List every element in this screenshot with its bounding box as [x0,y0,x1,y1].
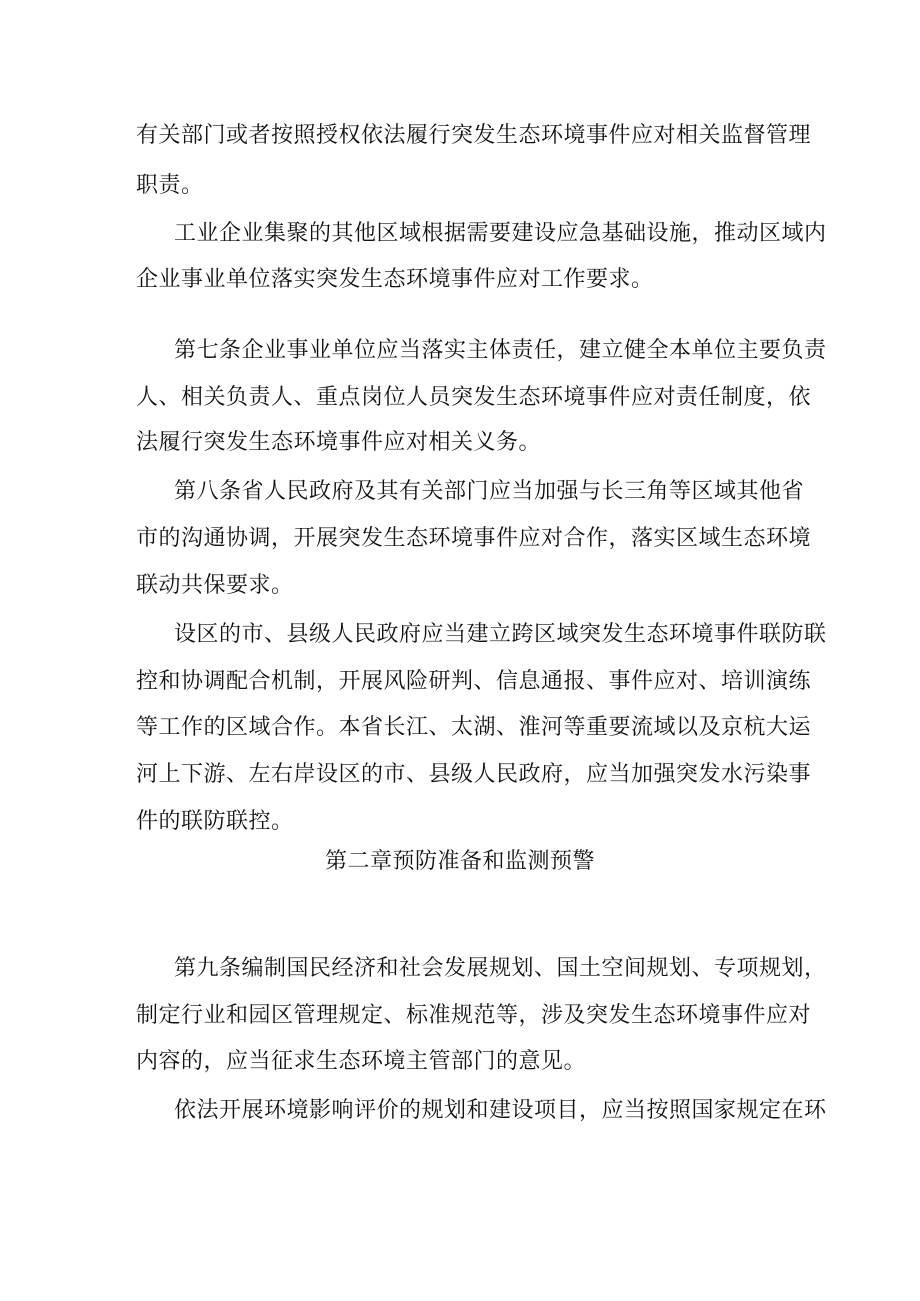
paragraph-5-line-3: 等工作的区域合作。本省长江、太湖、淮河等重要流域以及京杭大运 [136,715,812,740]
paragraph-2-line-2: 企业事业单位落实突发生态环境事件应对工作要求。 [136,267,654,292]
paragraph-1-line-2: 职责。 [136,173,204,198]
paragraph-3-line-3: 法履行突发生态环境事件应对相关义务。 [136,430,542,455]
paragraph-4-line-1: 第八条省人民政府及其有关部门应当加强与长三角等区域其他省 [174,479,805,504]
paragraph-6-line-3: 内容的，应当征求生态环境主管部门的意见。 [136,1049,587,1074]
paragraph-6-line-1: 第九条编制国民经济和社会发展规划、国土空间规划、专项规划， [174,956,827,981]
paragraph-5-line-4: 河上下游、左右岸设区的市、县级人民政府，应当加强突发水污染事 [136,762,812,787]
paragraph-7-line-1: 依法开展环境影响评价的规划和建设项目，应当按照国家规定在环 [174,1098,827,1123]
paragraph-1-line-1: 有关部门或者按照授权依法履行突发生态环境事件应对相关监督管理 [136,123,812,148]
paragraph-5-line-2: 控和协调配合机制，开展风险研判、信息通报、事件应对、培训演练 [136,669,812,694]
paragraph-4-line-2: 市的沟通协调，开展突发生态环境事件应对合作，落实区域生态环境 [136,526,812,551]
paragraph-5-line-5: 件的联防联控。 [136,809,294,834]
paragraph-3-line-1: 第七条企业事业单位应当落实主体责任，建立健全本单位主要负责 [174,338,827,363]
chapter-heading: 第二章预防准备和监测预警 [324,849,595,874]
paragraph-2-line-1: 工业企业集聚的其他区域根据需要建设应急基础设施，推动区域内 [174,221,827,246]
paragraph-3-line-2: 人、相关负责人、重点岗位人员突发生态环境事件应对责任制度，依 [136,385,812,410]
paragraph-5-line-1: 设区的市、县级人民政府应当建立跨区域突发生态环境事件联防联 [174,622,827,647]
paragraph-4-line-3: 联动共保要求。 [136,573,294,598]
paragraph-6-line-2: 制定行业和园区管理规定、标准规范等，涉及突发生态环境事件应对 [136,1003,812,1028]
